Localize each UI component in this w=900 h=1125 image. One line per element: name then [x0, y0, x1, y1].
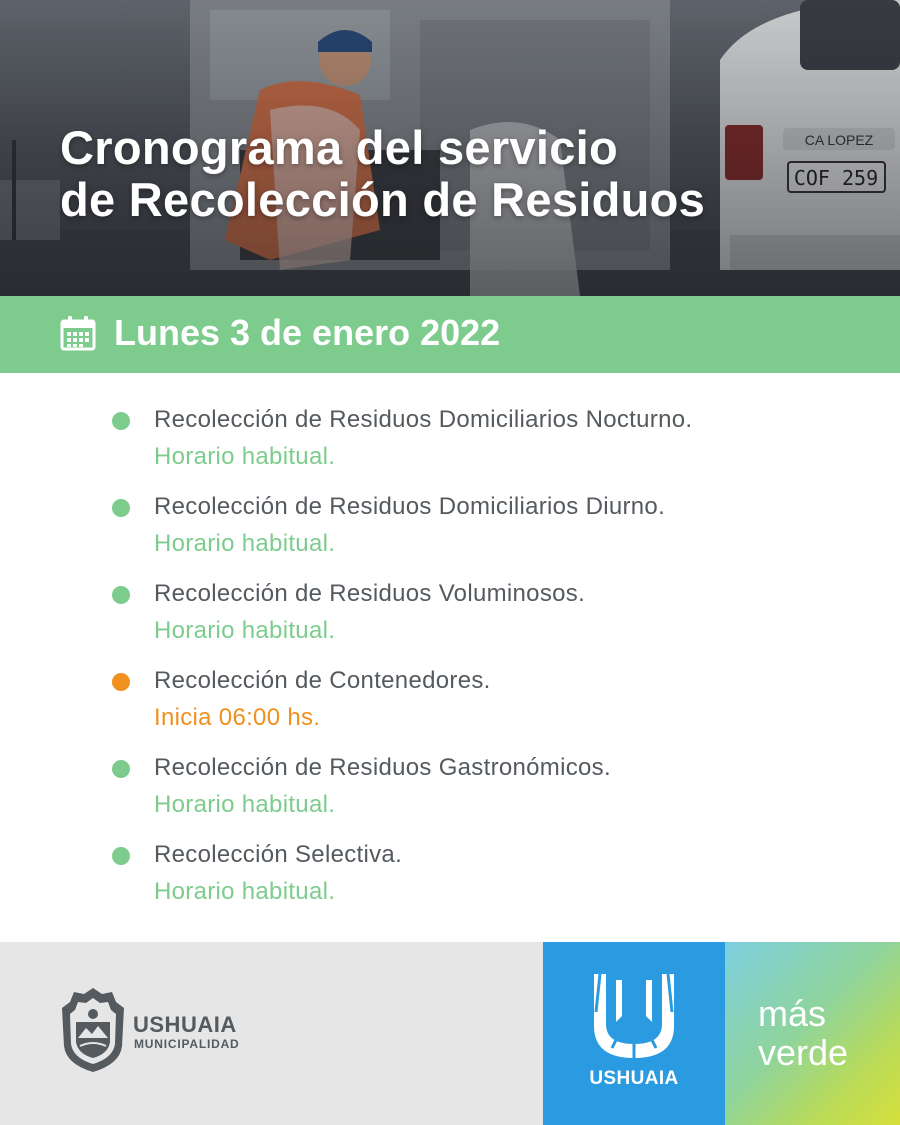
service-status: Horario habitual. — [154, 617, 336, 644]
service-title: Recolección de Residuos Gastronómicos. — [154, 754, 611, 781]
service-status: Horario habitual. — [154, 878, 336, 905]
slogan-block — [725, 942, 900, 1125]
municipality-footer — [0, 942, 543, 1125]
ushuaia-u-logo-icon — [592, 972, 676, 1060]
service-status: Inicia 06:00 hs. — [154, 704, 321, 731]
status-dot — [112, 673, 130, 691]
service-title: Recolección de Residuos Domiciliarios Diurno. — [154, 493, 666, 520]
calendar-icon — [60, 315, 96, 351]
slogan-line-2: verde — [758, 1032, 849, 1073]
service-status: Horario habitual. — [154, 443, 336, 470]
title-line-2: de Recolección de Residuos — [60, 173, 706, 226]
service-title: Recolección de Residuos Domiciliarios Nocturno. — [154, 406, 693, 433]
service-status: Horario habitual. — [154, 530, 336, 557]
service-status: Horario habitual. — [154, 791, 336, 818]
status-dot — [112, 847, 130, 865]
status-dot — [112, 760, 130, 778]
hero-photo — [0, 0, 900, 296]
brand-text: USHUAIA — [589, 1068, 679, 1089]
municipality-name: USHUAIA — [133, 1012, 237, 1037]
page-title — [60, 122, 705, 226]
slogan — [758, 994, 848, 1072]
title-line-1: Cronograma del servicio — [60, 121, 619, 174]
schedule-date: Lunes 3 de enero 2022 — [114, 312, 501, 353]
municipality-shield-icon — [60, 986, 126, 1074]
ushuaia-brand-block — [543, 942, 725, 1125]
service-title: Recolección de Contenedores. — [154, 667, 491, 694]
service-title: Recolección Selectiva. — [154, 841, 403, 868]
status-dot — [112, 412, 130, 430]
service-title: Recolección de Residuos Voluminosos. — [154, 580, 586, 607]
municipality-subtitle: MUNICIPALIDAD — [134, 1037, 240, 1051]
status-dot — [112, 499, 130, 517]
status-dot — [112, 586, 130, 604]
slogan-line-1: más — [758, 993, 827, 1034]
date-bar — [0, 296, 900, 373]
